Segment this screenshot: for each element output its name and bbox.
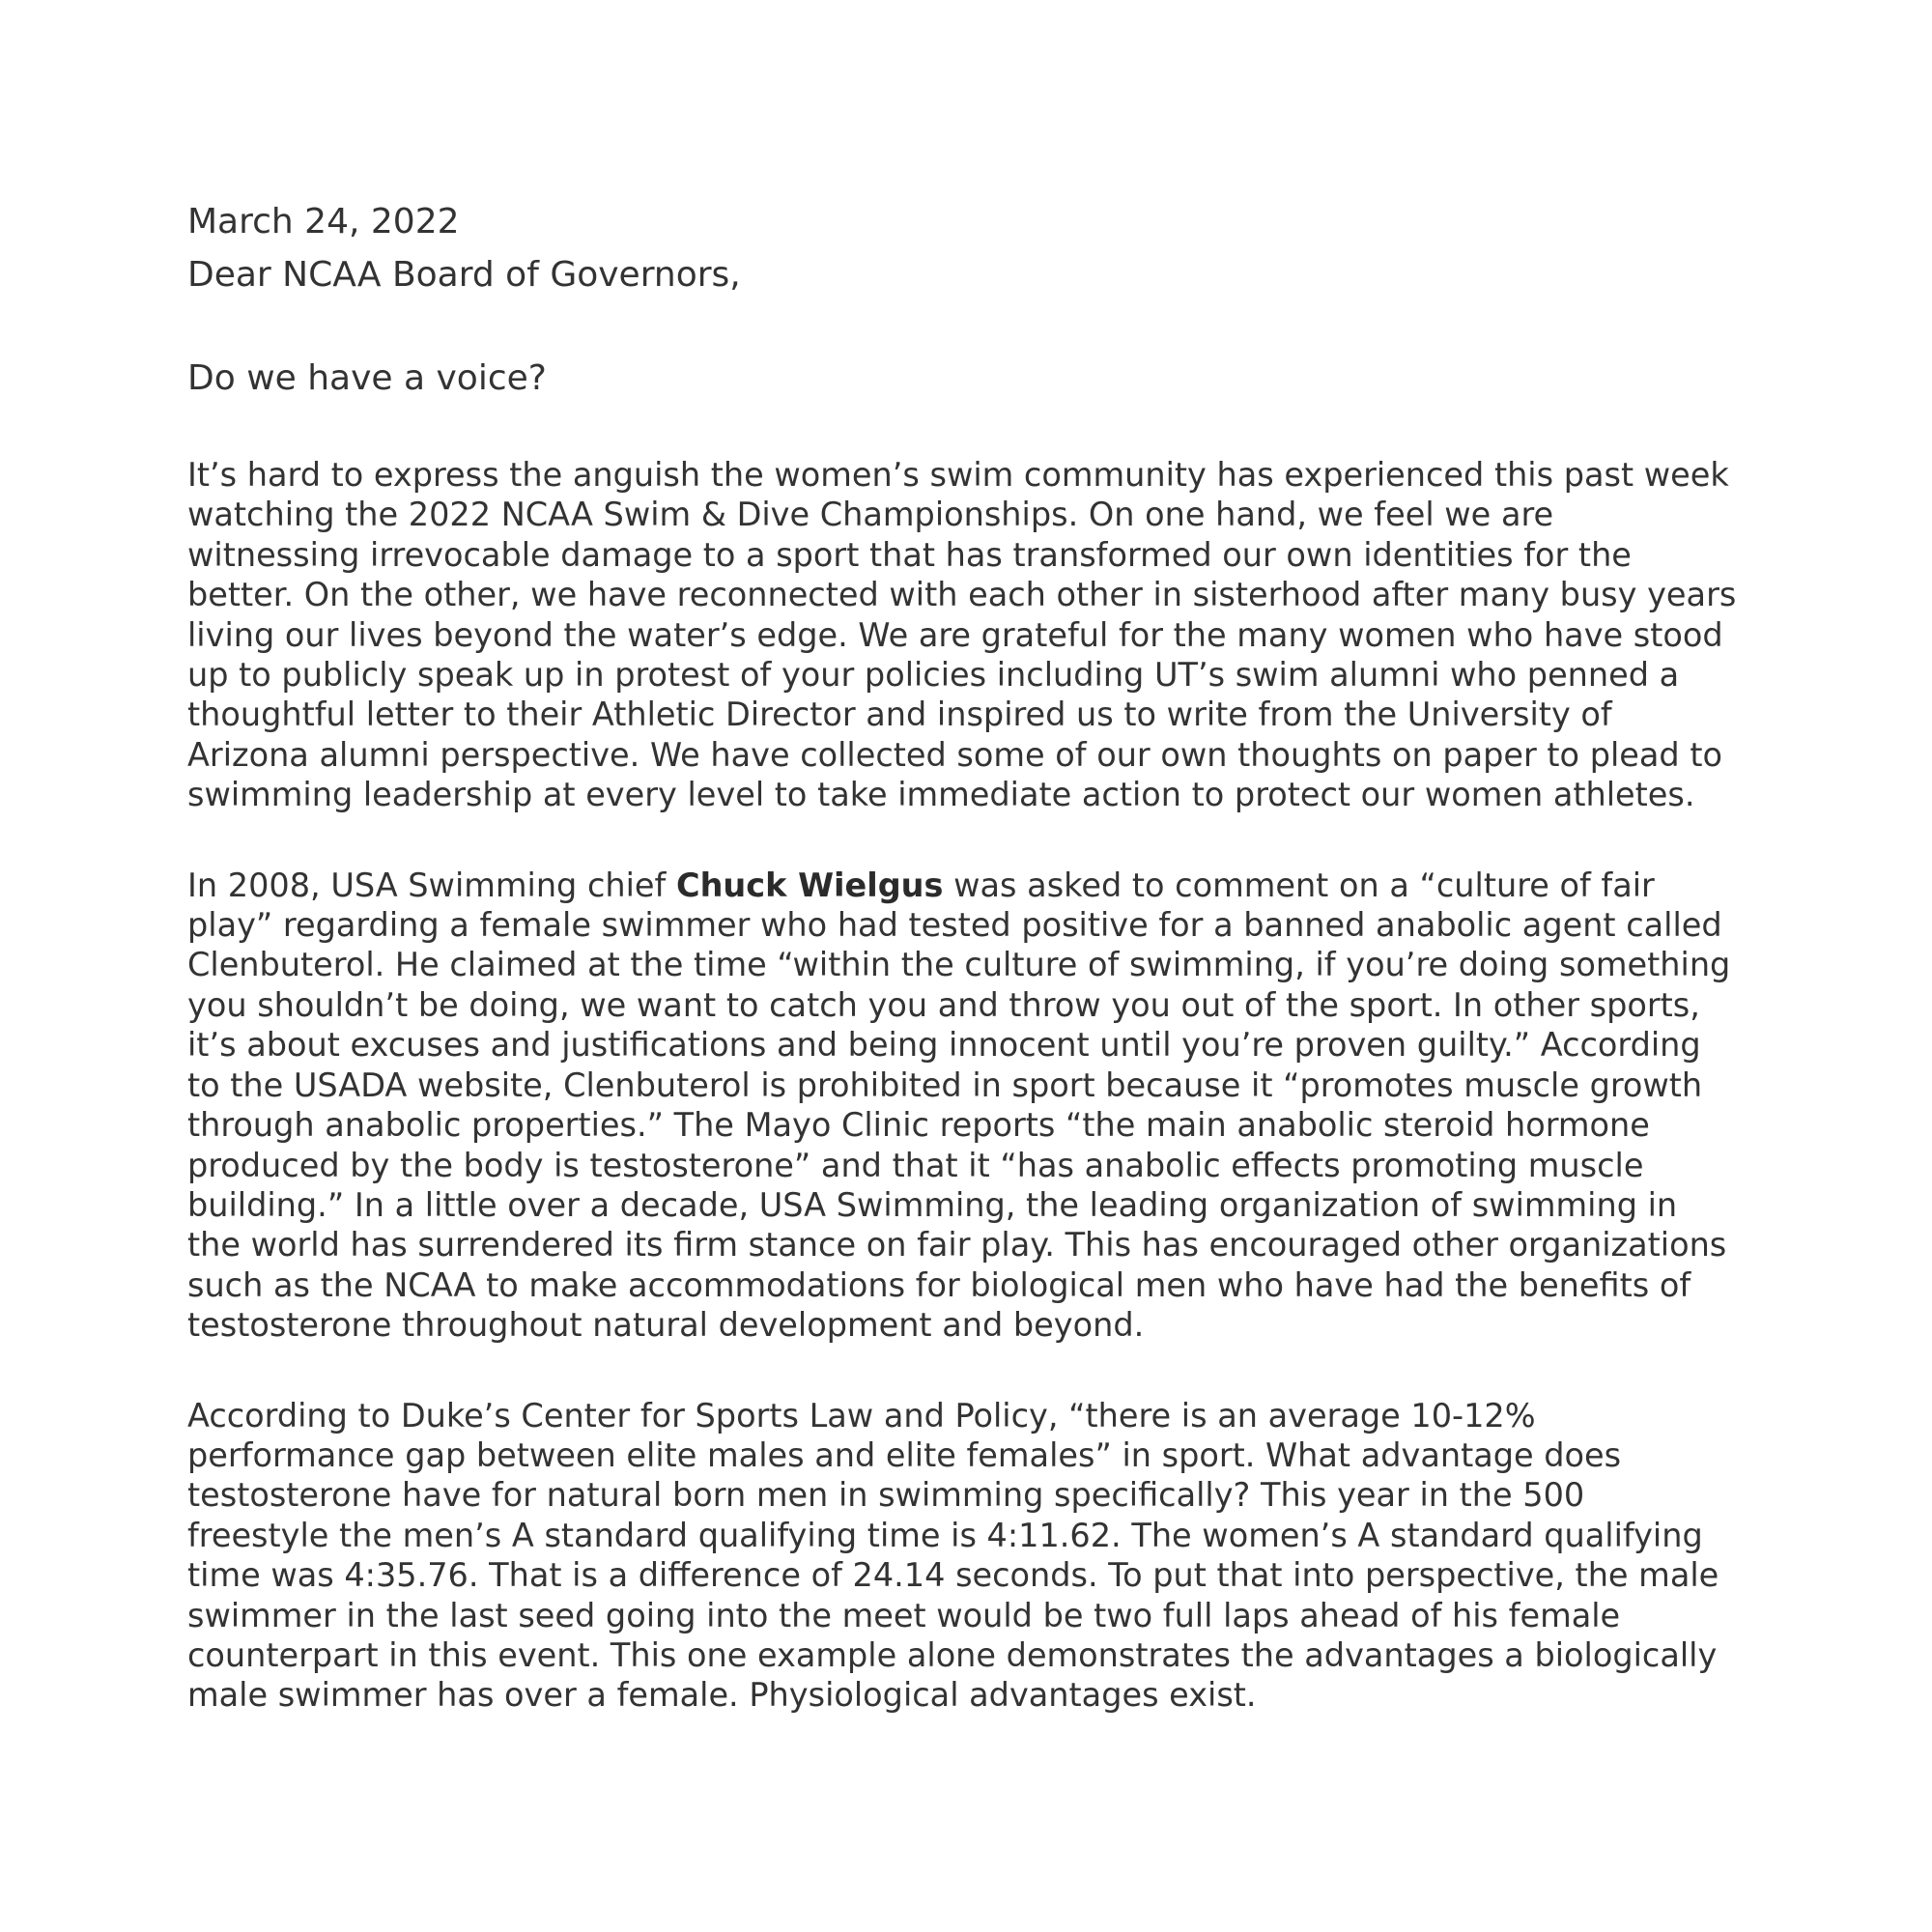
paragraph-line: thoughtful letter to their Athletic Director and inspired us to write from the University of xyxy=(187,696,1612,734)
paragraph-3 xyxy=(187,1396,1781,1716)
paragraph-line: it’s about excuses and justifications and being innocent until you’re proven guilty.” According xyxy=(187,1026,1701,1065)
paragraph-line: Clenbuterol. He claimed at the time “within the culture of swimming, if you’re doing something xyxy=(187,946,1731,984)
bold-name: Chuck Wielgus xyxy=(675,866,944,904)
paragraph-2 xyxy=(187,866,1781,1346)
paragraph-1 xyxy=(187,455,1781,815)
paragraph-line: play” regarding a female swimmer who had tested positive for a banned anabolic agent called xyxy=(187,906,1722,945)
paragraph-line: male swimmer has over a female. Physiological advantages exist. xyxy=(187,1676,1257,1715)
paragraph-line: freestyle the men’s A standard qualifying time is 4:11.62. The women’s A standard qualifying xyxy=(187,1516,1703,1554)
paragraph-line: performance gap between elite males and elite females” in sport. What advantage does xyxy=(187,1435,1622,1474)
letter-page xyxy=(187,195,1781,1716)
paragraph-line: up to publicly speak up in protest of your policies including UT’s swim alumni who penned a xyxy=(187,656,1680,695)
paragraph-line: counterpart in this event. This one example alone demonstrates the advantages a biologically xyxy=(187,1635,1718,1674)
paragraph-line: swimmer in the last seed going into the meet would be two full laps ahead of his female xyxy=(187,1596,1621,1634)
paragraph-line: Arizona alumni perspective. We have collected some of our own thoughts on paper to plead to xyxy=(187,735,1722,774)
paragraph-line: you shouldn’t be doing, we want to catch you and throw you out of the sport. In other sports, xyxy=(187,985,1700,1024)
paragraph-line: time was 4:35.76. That is a difference of 24.14 seconds. To put that into perspective, the male xyxy=(187,1556,1719,1595)
paragraph-line: testosterone have for natural born men in swimming specifically? This year in the 500 xyxy=(187,1476,1585,1515)
paragraph-line: According to Duke’s Center for Sports Law and Policy, “there is an average 10-12% xyxy=(187,1396,1536,1435)
paragraph-line: It’s hard to express the anguish the women’s swim community has experienced this past week xyxy=(187,456,1729,494)
letter-date: March 24, 2022 xyxy=(187,202,460,242)
text-run: was asked to comment on a “culture of fair xyxy=(943,866,1655,904)
paragraph-line xyxy=(187,866,1781,905)
paragraph-line: such as the NCAA to make accommodations for biological men who have had the benefits of xyxy=(187,1265,1691,1304)
text-run: In 2008, USA Swimming chief xyxy=(187,866,676,904)
paragraph-line: the world has surrendered its firm stance on fair play. This has encouraged other organizations xyxy=(187,1226,1727,1264)
paragraph-line: watching the 2022 NCAA Swim & Dive Championships. On one hand, we feel we are xyxy=(187,496,1554,534)
paragraph-line: testosterone throughout natural development and beyond. xyxy=(187,1306,1145,1345)
letter-salutation: Dear NCAA Board of Governors, xyxy=(187,255,741,295)
paragraph-line: witnessing irrevocable damage to a sport that has transformed our own identities for the xyxy=(187,535,1632,574)
paragraph-line: swimming leadership at every level to take immediate action to protect our women athletes. xyxy=(187,776,1695,814)
paragraph-line: building.” In a little over a decade, USA Swimming, the leading organization of swimming in xyxy=(187,1185,1678,1224)
paragraph-line: through anabolic properties.” The Mayo Clinic reports “the main anabolic steroid hormone xyxy=(187,1106,1650,1145)
opening-question: Do we have a voice? xyxy=(187,358,547,398)
paragraph-line: living our lives beyond the water’s edge. We are grateful for the many women who have stood xyxy=(187,615,1723,654)
paragraph-line: to the USADA website, Clenbuterol is prohibited in sport because it “promotes muscle growth xyxy=(187,1065,1703,1104)
paragraph-line: produced by the body is testosterone” and that it “has anabolic effects promoting muscle xyxy=(187,1146,1644,1184)
paragraph-line: better. On the other, we have reconnected with each other in sisterhood after many busy years xyxy=(187,576,1737,614)
